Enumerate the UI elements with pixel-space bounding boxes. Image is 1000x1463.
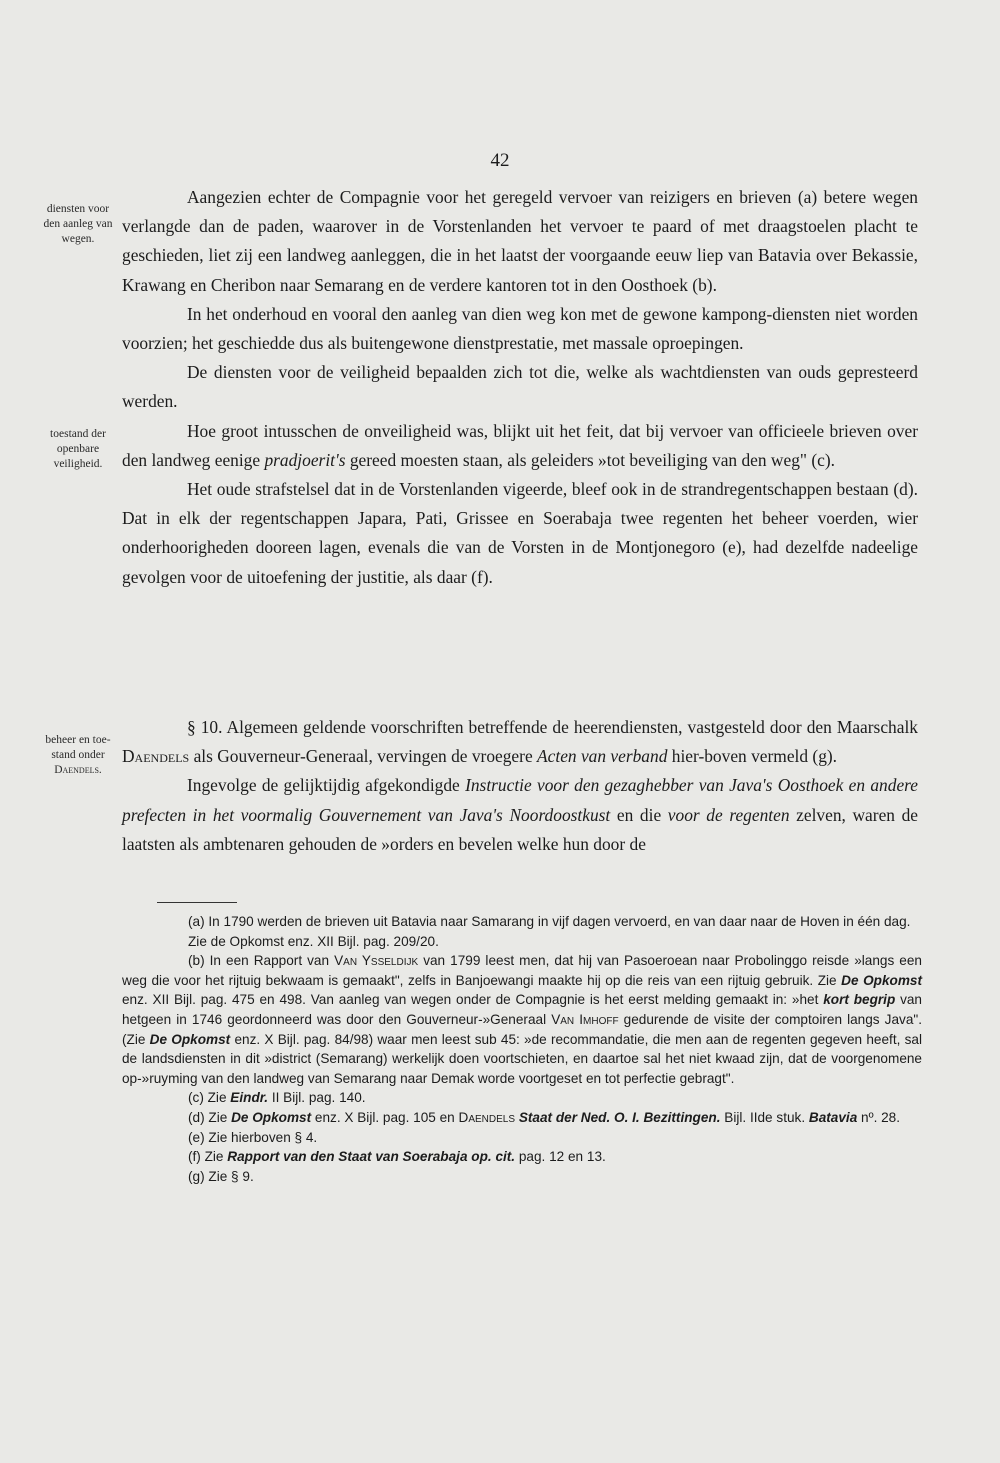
footnote-c: (c) Zie Eindr. II Bijl. pag. 140. [188, 1090, 366, 1106]
paragraph-1: Aangezien echter de Compagnie voor het geregeld vervoer van reizigers en brieven (a) betere wegen verlangde dan de paden, waarover in de Vorstenlanden het vervoer te paard of met draagstoelen placht te geschieden, liet zij een landweg aanleggen, die in het laatst der voorgaande eeuw liep van Batavia over Bekassie, Krawang en Cheribon naar Semarang en de verdere kantoren tot in den Oosthoek (b). [122, 187, 918, 295]
margin-note-roads: diensten voor den aanleg van wegen. [43, 203, 113, 245]
paragraph-5: Het oude strafstelsel dat in de Vorstenlanden vigeerde, bleef ook in de strandregentschappen bestaan (d). Dat in elk der regentschappen Japara, Pati, Grissee en Soerabaja twee regenten het beheer voerden, wier onderhoorigheden dooreen lagen, evenals die van de Vorsten in de Montjonegoro (e), had dezelfde nadeelige gevolgen voor de uitoefening der justitie, als daar (f). [122, 479, 918, 587]
margin-note-security: toestand der openbare veiligheid. [50, 428, 106, 470]
footnote-g: (g) Zie § 9. [188, 1168, 254, 1184]
paragraph-6: § 10. Algemeen geldende voorschriften betreffende de heerendiensten, vastgesteld door den Maarschalk Daendels als Gouverneur-Generaal, vervingen de vroegere Acten van verband hier-boven vermeld (g). [122, 717, 918, 767]
margin-note-daendels: beheer en toe- stand onder Daendels. [45, 734, 111, 776]
paragraph-7: Ingevolge de gelijktijdig afgekondigde Instructie voor den gezaghebber van Java's Oosthoek en andere prefecten in het voormalig Gouvernement van Java's Noordoostkust en die voor de regenten zelven, waren de laatsten als ambtenaren gehouden de »orders en bevelen welke hun door de [122, 775, 919, 854]
paragraph-4: Hoe groot intusschen de onveiligheid was, blijkt uit het feit, dat bij vervoer van officieele brieven over den landweg eenige pradjoerit's gereed moesten staan, als geleiders »tot beveiliging van den weg" (c). [122, 420, 918, 470]
footnote-divider [157, 902, 237, 903]
paragraph-2: In het onderhoud en vooral den aanleg van dien weg kon met de gewone kampong-diensten niet worden voorzien; het geschiedde dus als buitengewone dienstprestatie, met massale oproepingen. [122, 303, 918, 354]
footnote-b: (b) In een Rapport van Van Ysseldijk van 1799 leest men, dat hij van Pasoeroean naar Probolinggo reisde »langs een weg die voor het rijtuig bekwaam is gemaakt", zelfs in Banjoewangi maakte hij op die reis van een rijtuig gebruik. Zie De Opkomst enz. XII Bijl. pag. 475 en 498. Van aanleg van wegen onder de Compagnie is het eerst melding gemaakt in: »het kort begrip van hetgeen in 1746 geordonneerd was door den Gouverneur-»Generaal Van Imhoff gedurende de visite der comptoiren langs Java". (Zie De Opkomst enz. X Bijl. pag. 84/98) waar men leest sub 45: »de recommandatie, die men aan de regenten gegeven heeft, sal de landsdiensten in dit »district (Semarang) werkelijk doen voortschieten, en daartoe sal het niet kwaad zijn, dat de voorgenomene op-»ruyming van den landweg van Semarang naar Demak worde voortgeset en tot perfectie gebragt". [122, 953, 923, 1086]
footnote-f: (f) Zie Rapport van den Staat van Soerabaja op. cit. pag. 12 en 13. [188, 1149, 606, 1165]
page-number: 42 [490, 150, 510, 171]
footnotes [122, 912, 922, 1186]
footnote-e: (e) Zie hierboven § 4. [188, 1129, 318, 1145]
paragraph-3: De diensten voor de veiligheid bepaalden zich tot die, welke als wachtdiensten van ouds gepresteerd werden. [122, 362, 918, 412]
body-text-block-2 [122, 713, 918, 859]
footnote-a-ref: Zie de Opkomst enz. XII Bijl. pag. 209/20. [188, 933, 439, 949]
footnote-d: (d) Zie De Opkomst enz. X Bijl. pag. 105 en Daendels Staat der Ned. O. I. Bezittingen. Bijl. IIde stuk. Batavia nº. 28. [188, 1109, 901, 1125]
footnote-a: (a) In 1790 werden de brieven uit Batavia naar Samarang in vijf dagen vervoerd, en van daar naar de Hoven in één dag. [188, 914, 911, 929]
body-text-block-1 [122, 183, 918, 592]
